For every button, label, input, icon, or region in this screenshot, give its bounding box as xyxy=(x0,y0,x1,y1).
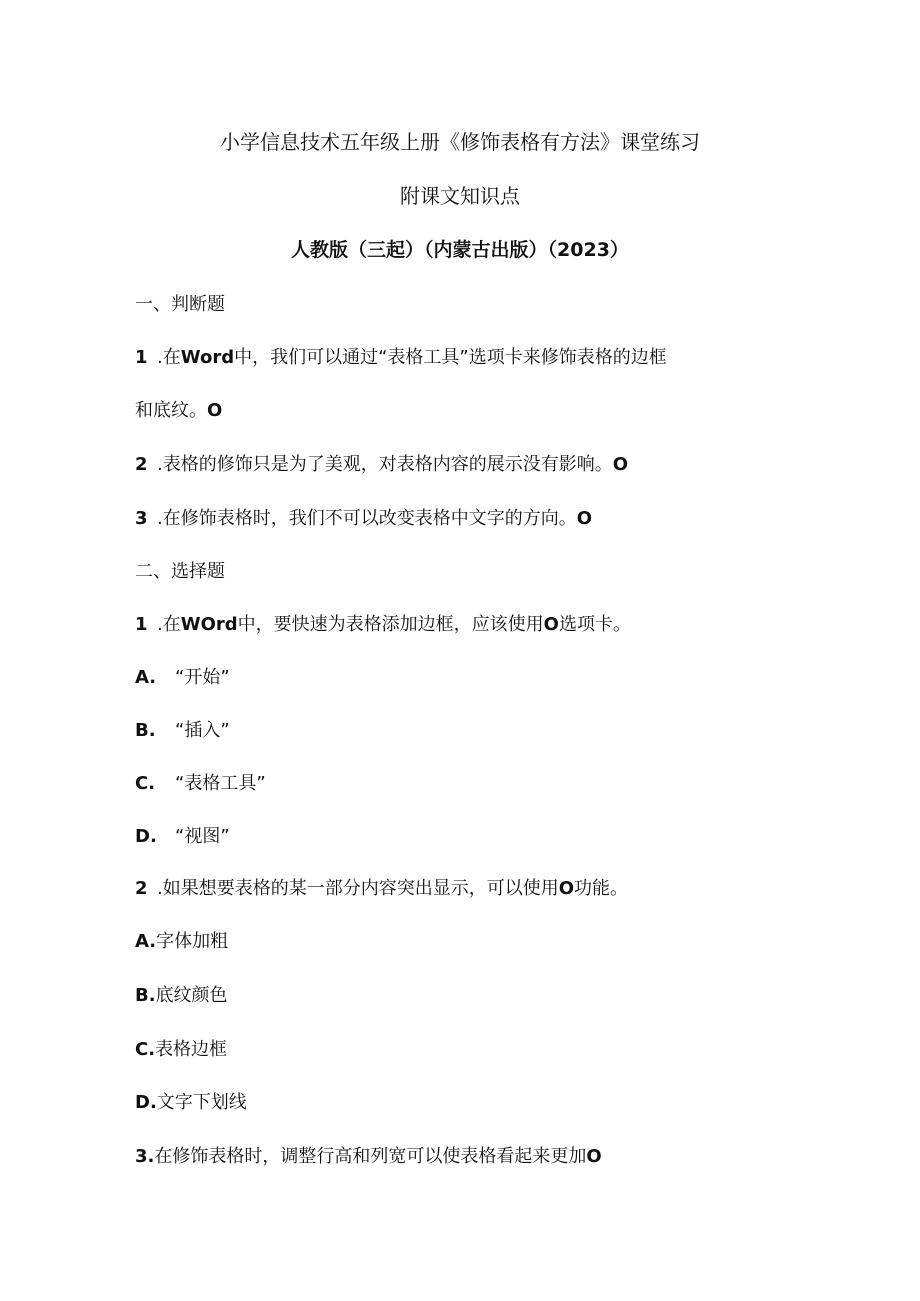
question-text: .在修饰表格时，我们不可以改变表格中文字的方向。 xyxy=(157,508,577,529)
question-keyword: Word xyxy=(180,347,235,368)
doc-title: 小学信息技术五年级上册《修饰表格有方法》课堂练习 xyxy=(220,130,700,154)
question-text: .如果想要表格的某一部分内容突出显示，可以使用 xyxy=(157,878,559,899)
answer-blank: O xyxy=(586,1146,602,1167)
answer-blank: O xyxy=(543,614,559,635)
choice-option-c xyxy=(135,1037,227,1063)
choice-option-a xyxy=(135,665,230,691)
section-heading-choice: 二、选择题 xyxy=(135,561,225,582)
option-label: B. xyxy=(135,720,156,741)
question-number: 2 xyxy=(135,454,148,475)
question-text: 功能。 xyxy=(574,878,629,899)
doc-edition: 人教版（三起）（内蒙古出版）（2023） xyxy=(291,239,629,261)
judgement-question-1 xyxy=(135,345,667,371)
question-text: 中，我们可以通过“表格工具”选项卡来修饰表格的边框 xyxy=(234,347,667,368)
option-label: D. xyxy=(135,826,157,847)
section-heading-judgement: 一、判断题 xyxy=(135,294,225,315)
judgement-question-3 xyxy=(135,506,592,532)
question-text: 选项卡。 xyxy=(558,614,631,635)
choice-option-a xyxy=(135,929,228,955)
option-label: B. xyxy=(135,985,156,1006)
option-label: D. xyxy=(135,1092,157,1113)
judgement-question-2 xyxy=(135,452,628,478)
option-label: C. xyxy=(135,773,156,794)
choice-option-c xyxy=(135,771,266,797)
question-number: 1 xyxy=(135,614,148,635)
option-text: 底纹颜色 xyxy=(155,985,228,1006)
choice-option-d xyxy=(135,824,230,850)
question-number: 1 xyxy=(135,347,148,368)
question-number: 3. xyxy=(135,1146,155,1167)
option-text: “插入” xyxy=(175,720,230,741)
question-keyword: WOrd xyxy=(180,614,238,635)
choice-option-d xyxy=(135,1090,247,1116)
question-number: 2 xyxy=(135,878,148,899)
choice-option-b xyxy=(135,718,230,744)
choice-question-3 xyxy=(135,1144,602,1170)
option-text: “视图” xyxy=(175,826,230,847)
question-text: .在 xyxy=(157,614,181,635)
question-text: 在修饰表格时，调整行高和列宽可以使表格看起来更加 xyxy=(154,1146,587,1167)
answer-blank: O xyxy=(558,878,575,899)
option-label: C. xyxy=(135,1039,156,1060)
question-number: 3 xyxy=(135,508,148,529)
option-text: 文字下划线 xyxy=(156,1092,247,1113)
answer-blank: O xyxy=(207,400,223,421)
choice-question-1 xyxy=(135,612,631,638)
question-text: 中，要快速为表格添加边框，应该使用 xyxy=(237,614,544,635)
option-text: “开始” xyxy=(175,667,230,688)
answer-blank: O xyxy=(612,454,629,475)
option-text: 表格边框 xyxy=(155,1039,228,1060)
judgement-question-1-continued xyxy=(135,398,222,424)
choice-option-b xyxy=(135,983,228,1009)
answer-blank: O xyxy=(576,508,593,529)
option-label: A. xyxy=(135,667,157,688)
option-text: “表格工具” xyxy=(175,773,266,794)
doc-subtitle: 附课文知识点 xyxy=(400,184,520,208)
option-text: 字体加粗 xyxy=(156,931,229,952)
option-label: A. xyxy=(135,931,157,952)
question-text: 和底纹。 xyxy=(135,400,207,421)
question-text: .在 xyxy=(157,347,181,368)
choice-question-2 xyxy=(135,876,628,902)
question-text: .表格的修饰只是为了美观，对表格内容的展示没有影响。 xyxy=(157,454,613,475)
